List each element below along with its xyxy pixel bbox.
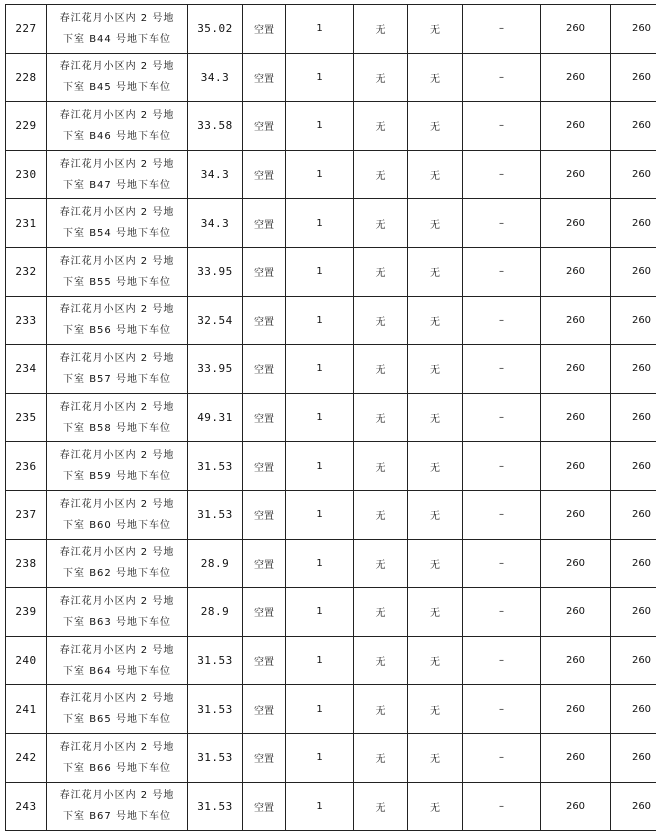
reserve-price-cell: 260 [611, 102, 656, 151]
location-cell [47, 53, 188, 102]
location-line-2: 下室 B47 号地下车位 [63, 179, 171, 191]
location-line-2: 下室 B64 号地下车位 [63, 665, 171, 677]
remarks-cell: – [463, 296, 541, 345]
row-number-cell: 239 [6, 588, 47, 637]
location-line-2: 下室 B45 号地下车位 [63, 82, 171, 94]
status-cell: 空置 [243, 5, 286, 54]
reserve-price-cell: 260 [611, 539, 656, 588]
location-line-1: 春江花月小区内 2 号地 [59, 450, 175, 462]
status-cell: 空置 [243, 296, 286, 345]
location-cell [47, 247, 188, 296]
quantity-cell: 1 [286, 733, 354, 782]
reserve-price-cell: 260 [611, 53, 656, 102]
area-cell: 34.3 [188, 199, 243, 248]
status-cell: 空置 [243, 442, 286, 491]
status-cell: 空置 [243, 247, 286, 296]
location-line-2: 下室 B57 号地下车位 [63, 373, 171, 385]
quantity-cell: 1 [286, 442, 354, 491]
price-cell: 260 [541, 539, 611, 588]
area-cell: 33.95 [188, 247, 243, 296]
location-line-2: 下室 B63 号地下车位 [63, 616, 171, 628]
remarks-cell: – [463, 685, 541, 734]
remarks-cell: – [463, 539, 541, 588]
location-line-2: 下室 B55 号地下车位 [63, 276, 171, 288]
lease-cell: 无 [408, 5, 463, 54]
row-number-cell: 237 [6, 490, 47, 539]
encumbrance-cell: 无 [354, 53, 408, 102]
remarks-cell: – [463, 345, 541, 394]
reserve-price-cell: 260 [611, 296, 656, 345]
location-cell [47, 150, 188, 199]
area-cell: 32.54 [188, 296, 243, 345]
location-line-1: 春江花月小区内 2 号地 [59, 693, 175, 705]
lease-cell: 无 [408, 345, 463, 394]
table-row [6, 150, 656, 199]
remarks-cell: – [463, 102, 541, 151]
remarks-cell: – [463, 199, 541, 248]
reserve-price-cell: 260 [611, 199, 656, 248]
remarks-cell: – [463, 490, 541, 539]
table-row [6, 588, 656, 637]
status-cell: 空置 [243, 636, 286, 685]
quantity-cell: 1 [286, 685, 354, 734]
table-row [6, 539, 656, 588]
status-cell: 空置 [243, 102, 286, 151]
location-line-1: 春江花月小区内 2 号地 [59, 401, 175, 413]
quantity-cell: 1 [286, 5, 354, 54]
location-line-2: 下室 B46 号地下车位 [63, 130, 171, 142]
table-row [6, 782, 656, 831]
encumbrance-cell: 无 [354, 345, 408, 394]
remarks-cell: – [463, 5, 541, 54]
status-cell: 空置 [243, 782, 286, 831]
price-cell: 260 [541, 345, 611, 394]
price-cell: 260 [541, 296, 611, 345]
location-cell [47, 102, 188, 151]
reserve-price-cell: 260 [611, 588, 656, 637]
price-cell: 260 [541, 685, 611, 734]
remarks-cell: – [463, 53, 541, 102]
lease-cell: 无 [408, 685, 463, 734]
quantity-cell: 1 [286, 53, 354, 102]
reserve-price-cell: 260 [611, 150, 656, 199]
encumbrance-cell: 无 [354, 685, 408, 734]
encumbrance-cell: 无 [354, 636, 408, 685]
quantity-cell: 1 [286, 393, 354, 442]
reserve-price-cell: 260 [611, 247, 656, 296]
remarks-cell: – [463, 782, 541, 831]
reserve-price-cell: 260 [611, 636, 656, 685]
area-cell: 31.53 [188, 685, 243, 734]
area-cell: 33.95 [188, 345, 243, 394]
row-number-cell: 236 [6, 442, 47, 491]
status-cell: 空置 [243, 150, 286, 199]
area-cell: 31.53 [188, 733, 243, 782]
location-line-1: 春江花月小区内 2 号地 [59, 644, 175, 656]
status-cell: 空置 [243, 53, 286, 102]
area-cell: 31.53 [188, 636, 243, 685]
location-line-1: 春江花月小区内 2 号地 [59, 109, 175, 121]
reserve-price-cell: 260 [611, 393, 656, 442]
location-cell [47, 490, 188, 539]
location-line-1: 春江花月小区内 2 号地 [59, 741, 175, 753]
encumbrance-cell: 无 [354, 733, 408, 782]
location-line-1: 春江花月小区内 2 号地 [59, 547, 175, 559]
location-cell [47, 733, 188, 782]
status-cell: 空置 [243, 345, 286, 394]
remarks-cell: – [463, 442, 541, 491]
encumbrance-cell: 无 [354, 539, 408, 588]
row-number-cell: 232 [6, 247, 47, 296]
location-line-2: 下室 B44 号地下车位 [63, 33, 171, 45]
lease-cell: 无 [408, 102, 463, 151]
location-line-2: 下室 B62 号地下车位 [63, 568, 171, 580]
row-number-cell: 238 [6, 539, 47, 588]
row-number-cell: 234 [6, 345, 47, 394]
status-cell: 空置 [243, 199, 286, 248]
reserve-price-cell: 260 [611, 5, 656, 54]
location-cell [47, 685, 188, 734]
location-line-2: 下室 B60 号地下车位 [63, 519, 171, 531]
location-cell [47, 393, 188, 442]
location-line-2: 下室 B54 号地下车位 [63, 228, 171, 240]
location-cell [47, 296, 188, 345]
table-row [6, 247, 656, 296]
row-number-cell: 227 [6, 5, 47, 54]
location-line-2: 下室 B65 号地下车位 [63, 714, 171, 726]
price-cell: 260 [541, 588, 611, 637]
table-row [6, 102, 656, 151]
status-cell: 空置 [243, 490, 286, 539]
area-cell: 34.3 [188, 53, 243, 102]
parking-space-table [5, 4, 656, 831]
location-line-1: 春江花月小区内 2 号地 [59, 255, 175, 267]
price-cell: 260 [541, 442, 611, 491]
location-cell [47, 345, 188, 394]
row-number-cell: 235 [6, 393, 47, 442]
table-body [6, 5, 656, 831]
location-cell [47, 588, 188, 637]
area-cell: 33.58 [188, 102, 243, 151]
location-cell [47, 782, 188, 831]
status-cell: 空置 [243, 393, 286, 442]
price-cell: 260 [541, 150, 611, 199]
price-cell: 260 [541, 490, 611, 539]
quantity-cell: 1 [286, 490, 354, 539]
row-number-cell: 230 [6, 150, 47, 199]
location-line-1: 春江花月小区内 2 号地 [59, 790, 175, 802]
row-number-cell: 240 [6, 636, 47, 685]
encumbrance-cell: 无 [354, 150, 408, 199]
area-cell: 28.9 [188, 588, 243, 637]
encumbrance-cell: 无 [354, 199, 408, 248]
reserve-price-cell: 260 [611, 733, 656, 782]
price-cell: 260 [541, 53, 611, 102]
lease-cell: 无 [408, 490, 463, 539]
quantity-cell: 1 [286, 247, 354, 296]
lease-cell: 无 [408, 53, 463, 102]
quantity-cell: 1 [286, 150, 354, 199]
area-cell: 31.53 [188, 442, 243, 491]
row-number-cell: 231 [6, 199, 47, 248]
price-cell: 260 [541, 636, 611, 685]
location-cell [47, 636, 188, 685]
quantity-cell: 1 [286, 102, 354, 151]
table-row [6, 53, 656, 102]
table-row [6, 393, 656, 442]
row-number-cell: 229 [6, 102, 47, 151]
area-cell: 35.02 [188, 5, 243, 54]
reserve-price-cell: 260 [611, 490, 656, 539]
location-cell [47, 442, 188, 491]
table-row [6, 636, 656, 685]
area-cell: 34.3 [188, 150, 243, 199]
location-cell [47, 5, 188, 54]
price-cell: 260 [541, 102, 611, 151]
table-row [6, 685, 656, 734]
location-line-1: 春江花月小区内 2 号地 [59, 498, 175, 510]
quantity-cell: 1 [286, 539, 354, 588]
row-number-cell: 228 [6, 53, 47, 102]
quantity-cell: 1 [286, 782, 354, 831]
status-cell: 空置 [243, 588, 286, 637]
table-row [6, 490, 656, 539]
encumbrance-cell: 无 [354, 782, 408, 831]
price-cell: 260 [541, 247, 611, 296]
location-line-2: 下室 B66 号地下车位 [63, 762, 171, 774]
encumbrance-cell: 无 [354, 393, 408, 442]
lease-cell: 无 [408, 636, 463, 685]
area-cell: 31.53 [188, 782, 243, 831]
price-cell: 260 [541, 393, 611, 442]
quantity-cell: 1 [286, 636, 354, 685]
encumbrance-cell: 无 [354, 588, 408, 637]
remarks-cell: – [463, 150, 541, 199]
remarks-cell: – [463, 733, 541, 782]
location-line-2: 下室 B59 号地下车位 [63, 471, 171, 483]
status-cell: 空置 [243, 539, 286, 588]
remarks-cell: – [463, 636, 541, 685]
lease-cell: 无 [408, 150, 463, 199]
quantity-cell: 1 [286, 345, 354, 394]
price-cell: 260 [541, 199, 611, 248]
lease-cell: 无 [408, 199, 463, 248]
lease-cell: 无 [408, 733, 463, 782]
lease-cell: 无 [408, 782, 463, 831]
encumbrance-cell: 无 [354, 490, 408, 539]
area-cell: 28.9 [188, 539, 243, 588]
encumbrance-cell: 无 [354, 102, 408, 151]
location-line-2: 下室 B67 号地下车位 [63, 811, 171, 823]
row-number-cell: 243 [6, 782, 47, 831]
encumbrance-cell: 无 [354, 296, 408, 345]
location-line-1: 春江花月小区内 2 号地 [59, 61, 175, 73]
table-row [6, 345, 656, 394]
location-line-1: 春江花月小区内 2 号地 [59, 595, 175, 607]
reserve-price-cell: 260 [611, 442, 656, 491]
quantity-cell: 1 [286, 588, 354, 637]
reserve-price-cell: 260 [611, 782, 656, 831]
location-line-1: 春江花月小区内 2 号地 [59, 304, 175, 316]
lease-cell: 无 [408, 247, 463, 296]
location-line-1: 春江花月小区内 2 号地 [59, 12, 175, 24]
area-cell: 49.31 [188, 393, 243, 442]
remarks-cell: – [463, 588, 541, 637]
table-row [6, 733, 656, 782]
quantity-cell: 1 [286, 199, 354, 248]
row-number-cell: 241 [6, 685, 47, 734]
table-row [6, 5, 656, 54]
lease-cell: 无 [408, 296, 463, 345]
price-cell: 260 [541, 5, 611, 54]
quantity-cell: 1 [286, 296, 354, 345]
location-line-1: 春江花月小区内 2 号地 [59, 352, 175, 364]
table-row [6, 296, 656, 345]
lease-cell: 无 [408, 393, 463, 442]
location-line-2: 下室 B58 号地下车位 [63, 422, 171, 434]
lease-cell: 无 [408, 539, 463, 588]
reserve-price-cell: 260 [611, 685, 656, 734]
encumbrance-cell: 无 [354, 442, 408, 491]
remarks-cell: – [463, 393, 541, 442]
encumbrance-cell: 无 [354, 247, 408, 296]
location-line-1: 春江花月小区内 2 号地 [59, 207, 175, 219]
row-number-cell: 242 [6, 733, 47, 782]
status-cell: 空置 [243, 685, 286, 734]
location-line-2: 下室 B56 号地下车位 [63, 325, 171, 337]
location-cell [47, 539, 188, 588]
row-number-cell: 233 [6, 296, 47, 345]
reserve-price-cell: 260 [611, 345, 656, 394]
table-row [6, 199, 656, 248]
encumbrance-cell: 无 [354, 5, 408, 54]
table-row [6, 442, 656, 491]
location-line-1: 春江花月小区内 2 号地 [59, 158, 175, 170]
lease-cell: 无 [408, 588, 463, 637]
price-cell: 260 [541, 782, 611, 831]
lease-cell: 无 [408, 442, 463, 491]
area-cell: 31.53 [188, 490, 243, 539]
remarks-cell: – [463, 247, 541, 296]
price-cell: 260 [541, 733, 611, 782]
status-cell: 空置 [243, 733, 286, 782]
location-cell [47, 199, 188, 248]
